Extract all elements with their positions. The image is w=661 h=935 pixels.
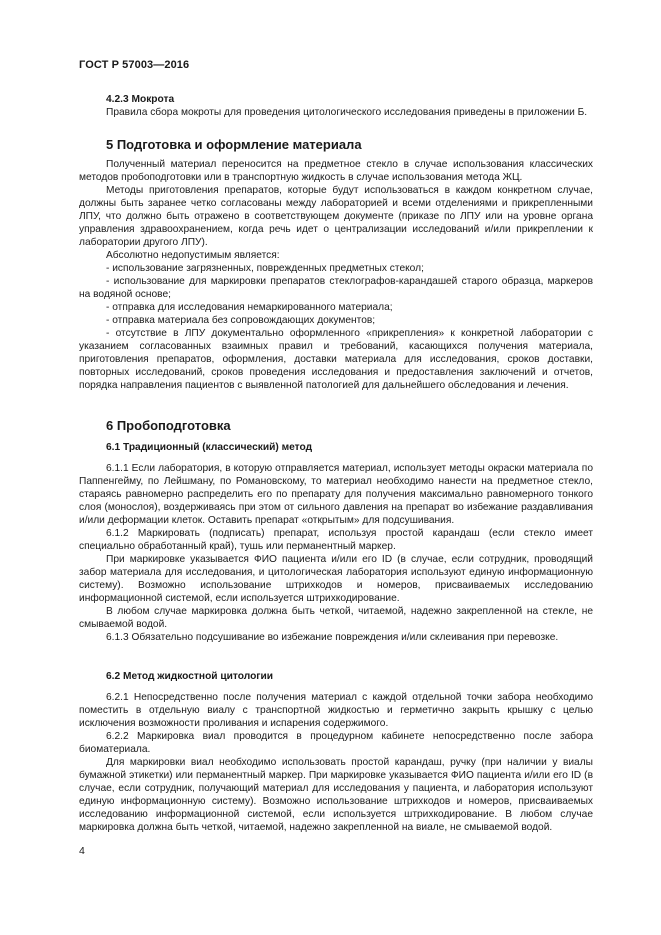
section-5-title: 5 Подготовка и оформление материала [106,137,362,152]
paragraph: Правила сбора мокроты для проведения цитологического исследования приведены в приложении Б. [106,107,588,118]
paragraph: 6.1.1 Если лаборатория, в которую отправляется материал, использует методы окраски материала по Паппенгейму, по Лейшману, по Романовскому, то материал необходимо нанести на предметное стекло, стараясь равномерно распределить его по препарату для получения максимально равномерного тонкого слоя (монослоя), воздерживаясь при этом от сильного давления на препарат во избежание раздавливания и/или деформации клеток. Оставить препарат «открытым» для подсушивания. [79,463,593,526]
subsection-title: 6.2 Метод жидкостной цитологии [106,671,274,682]
list-item: - отсутствие в ЛПУ документально оформленного «прикрепления» к конкретной лаборатории с указанием согласованных взаимных правил и требований, касающихся получения материала, приготовления препаратов, оформления, доставки материала для исследования, сроков доставки, повторных исследований, сроков проведения исследования и предоставления заключений и отчетов, порядка направления пациентов с выявленной патологией для дальнейшего обследования и лечения. [79,328,593,391]
list-item: - использование для маркировки препаратов стеклографов-карандашей старого образца, маркеров на водяной основе; [79,276,593,300]
paragraph: 6.1.3 Обязательно подсушивание во избежание повреждения и/или склеивания при перевозке. [106,632,559,643]
document-header: ГОСТ Р 57003—2016 [79,59,190,71]
subsection-title: 4.2.3 Мокрота [106,94,175,105]
paragraph: Методы приготовления препаратов, которые будут использоваться в каждом конкретном случае, должны быть заранее четко согласованы между лабораторией и всеми отделениями и прикрепленными ЛПУ, что должно быть отражено в соответствующем документе (приказе по ЛПУ или на уровне органа управления здравоохранением, когда речь идет о централизации исследований и/или прикреплении к лаборатории другого ЛПУ). [79,185,593,248]
list-item: - отправка для исследования немаркированного материала; [106,302,393,313]
paragraph: Для маркировки виал необходимо использовать простой карандаш, ручку (при наличии у виалы бумажной этикетки) или перманентный маркер. При маркировке указывается ФИО пациента и/или его ID (в случае, если сотрудник, получающий материал для исследования у пациента, и лаборатория используют единую информационную систему). Возможно использование штрихкодов и номеров, присваиваемых исследованию информационной системой, если используется штрихкодирование. В любом случае маркировка должна быть четкой, читаемой, надежно закрепленной на виале, не смываемой водой. [79,757,593,833]
list-item: - отправка материала без сопровождающих документов; [106,315,376,326]
page-number: 4 [79,845,85,857]
paragraph: 6.2.2 Маркировка виал проводится в процедурном кабинете непосредственно после забора биоматериала. [79,731,593,755]
section-6-2 [79,670,593,834]
section-6-title: 6 Пробоподготовка [106,418,231,433]
paragraph: 6.2.1 Непосредственно после получения материал с каждой отдельной точки забора необходимо поместить в отдельную виалу с транспортной жидкостью и герметично закрыть крышку с целью исключения возможности проливания и испарения содержимого. [79,692,593,729]
paragraph: 6.1.2 Маркировать (подписать) препарат, используя простой карандаш (если стекло имеет специально обработанный край), тушь или перманентный маркер. [79,528,593,552]
paragraph: В любом случае маркировка должна быть четкой, читаемой, надежно закрепленной на стекле, не смываемой водой. [79,606,593,630]
section-4-2-3 [79,93,593,119]
section-5-body [79,158,593,392]
paragraph: При маркировке указывается ФИО пациента и/или его ID (в случае, если сотрудник, проводящий забор материала для исследования, и цитологическая лаборатория используют единую информационную систему). Возможно использование штрихкодов и номеров, присваиваемых исследованию информационной системой, если используется штрихкодирование. [79,554,593,604]
paragraph: Полученный материал переносится на предметное стекло в случае использования классических методов пробоподготовки или в транспортную жидкость в случае использования метода ЖЦ. [79,159,593,183]
paragraph: Абсолютно недопустимым является: [106,250,280,261]
section-6-1 [79,441,593,644]
list-item: - использование загрязненных, поврежденных предметных стекол; [106,263,424,274]
subsection-title: 6.1 Традиционный (классический) метод [106,442,313,453]
